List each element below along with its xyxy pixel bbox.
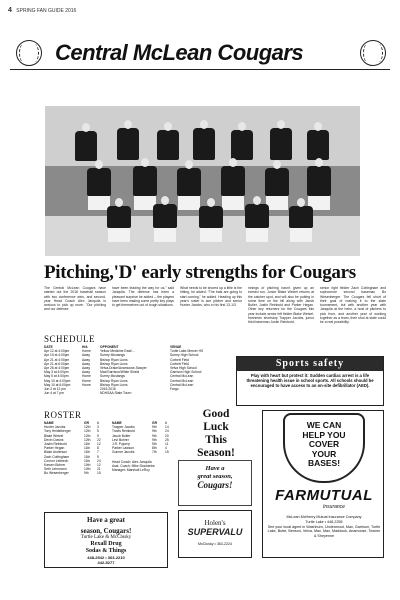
- player-figure: [193, 128, 215, 160]
- great-season-line: great season,: [197, 473, 233, 480]
- table-cell: Justin Reinbold: [44, 442, 67, 447]
- table-cell: 15: [97, 471, 101, 476]
- team-manager: Manager: Marshall LeRoy: [112, 468, 150, 473]
- shield-line: BASES!: [307, 458, 341, 468]
- table-cell: 21: [97, 467, 101, 472]
- table-cell: Blake Wetzel: [44, 433, 64, 438]
- page-number: 4: [8, 7, 12, 14]
- table-cell: 8th: [152, 446, 157, 451]
- col-date-header: DATE: [44, 345, 53, 349]
- roster-title: ROSTER: [44, 410, 82, 420]
- safety-title: Sports safety: [237, 357, 383, 371]
- player-figure: [307, 130, 329, 160]
- table-cell: Connor Leibrech: [44, 458, 69, 463]
- table-cell: Turtle Lake-Mercer HS: [170, 349, 204, 354]
- rexall-line: 448-2542 • 363-2210: [87, 555, 125, 560]
- table-cell: Away: [82, 353, 91, 358]
- baseball-icon: [16, 40, 42, 66]
- table-cell: 7th: [152, 450, 157, 455]
- table-cell: Jun 2 at 12 pm: [44, 387, 66, 392]
- table-cell: Hunter Jacobs: [44, 425, 66, 430]
- shield-icon: [283, 413, 365, 483]
- table-cell: Fargo: [170, 387, 179, 392]
- table-cell: 4: [165, 446, 167, 451]
- player-figure: [87, 168, 111, 196]
- table-cell: 9th: [152, 425, 157, 430]
- table-cell: 12th: [84, 437, 91, 442]
- table-cell: May 10 at 4:00pm: [44, 378, 71, 383]
- article-column: have been leading the way for us," said Janquila. The defense has been a pleasant surprise he added -- the players have been making some pretty key plays to get themselves out of tough situations.: [112, 286, 174, 308]
- col-number-header: #: [97, 421, 99, 425]
- table-cell: Velva High School: [170, 366, 197, 371]
- table-cell: [170, 391, 230, 395]
- rexall-line: Have a great: [87, 516, 125, 524]
- article-column: innings of pitching hasn't given up an earned run. Junior Blake Wetzel returns at the catcher spot, and will also be putting in some time on the hill along with Jacob Butler, Justin Reinbold and Parker Hegan. Other key returners for the Cougars this year include senior left fielder Blake Wetzel, freshmen shortstop Trapper Jacobs, junior third baseman Justin Reinbold,: [248, 286, 314, 325]
- table-cell: 5: [97, 454, 99, 459]
- col-ha-header: H/A: [82, 345, 88, 349]
- table-cell: Surrey Mustangs: [100, 353, 125, 358]
- table-cell: Jacob Butler: [112, 433, 131, 438]
- section-name: SPRING FAN GUIDE 2016: [16, 8, 77, 14]
- table-cell: Bishop Ryan Lions: [100, 382, 128, 387]
- player-figure: [270, 128, 292, 160]
- table-cell: Central McLean: [170, 374, 194, 379]
- table-cell: NDHSAA State Tourn.: [100, 391, 133, 396]
- table-cell: 5: [97, 429, 99, 434]
- table-cell: 9th: [152, 429, 157, 434]
- table-cell: Parker Hegan: [44, 446, 65, 451]
- table-cell: Apr 12 at 4:00pm: [44, 349, 70, 354]
- table-cell: Travis Reinbold: [112, 429, 135, 434]
- baseball-icon: [360, 40, 386, 66]
- safety-text: Play with heart but protect it: Sudden cardiac arrest is a life threatening health issue in school sports. All schools should be encouraged to have access to an on-site defibrillator (AED).: [246, 373, 374, 388]
- player-figure: [157, 130, 179, 160]
- table-cell: Surrey Mustangs: [100, 374, 125, 379]
- page-title: Central McLean Cougars: [55, 40, 304, 65]
- table-row: [44, 471, 108, 475]
- table-cell: 11th: [84, 450, 91, 455]
- table-cell: 9th: [152, 442, 157, 447]
- player-figure: [265, 168, 289, 196]
- table-cell: Tony Heidelberger: [44, 429, 71, 434]
- head-coach: Head Coach: Alex Janquila: [112, 460, 152, 464]
- shield-line: WE CAN: [306, 420, 342, 430]
- sports-safety-ad: [236, 356, 384, 406]
- table-row: [44, 391, 234, 395]
- player-figure: [245, 204, 269, 228]
- rexall-line: Rexall Drug: [90, 541, 122, 547]
- masthead: [10, 40, 390, 68]
- table-cell: 24: [165, 429, 169, 434]
- schedule-table: [44, 345, 234, 395]
- roster-table-left: [44, 421, 108, 476]
- player-figure: [289, 206, 313, 228]
- rexall-line: Sodas & Things: [85, 548, 127, 554]
- table-cell: 11th: [84, 442, 91, 447]
- col-name-header: NAME: [112, 421, 122, 425]
- rexall-line: 442-5277: [97, 560, 115, 565]
- roster-table-right: [112, 421, 176, 455]
- table-cell: 11th: [84, 458, 91, 463]
- table-cell: Home: [82, 378, 91, 383]
- table-cell: Parker Lawson: [112, 446, 134, 451]
- good-luck-line: Good: [202, 408, 230, 420]
- table-cell: Away: [82, 361, 91, 366]
- table-cell: 11th: [84, 454, 91, 459]
- shield-line: COVER: [308, 439, 340, 449]
- player-figure: [177, 168, 201, 196]
- table-cell: Central McLean: [170, 378, 194, 383]
- col-number-header: #: [165, 421, 167, 425]
- table-cell: May 5 at 4:00pm: [44, 374, 69, 379]
- table-cell: 25: [165, 437, 169, 442]
- player-figure: [153, 204, 177, 228]
- table-cell: 10th: [84, 467, 91, 472]
- player-figure: [75, 131, 97, 161]
- page-header: [8, 7, 76, 14]
- table-cell: 15: [165, 450, 169, 455]
- table-cell: 8: [97, 446, 99, 451]
- table-cell: Trapper Jacobs: [112, 425, 135, 430]
- good-luck-line: This: [205, 434, 227, 446]
- table-cell: 3: [97, 425, 99, 430]
- table-cell: Levi Bohrer: [112, 437, 129, 442]
- table-cell: Bishop Ryan Lions: [100, 361, 128, 366]
- table-cell: 12: [97, 463, 101, 468]
- table-cell: Velva-Drake/Anamoose-Sawyer: [100, 366, 147, 371]
- company-name: McLean McHenry Mutual Insurance Company: [286, 515, 362, 519]
- table-cell: Gunner Jacobs: [112, 450, 135, 455]
- table-cell: Home: [82, 382, 91, 387]
- table-cell: Seth Lehrmann: [44, 467, 67, 472]
- table-cell: Garrison High School: [170, 370, 202, 375]
- company-location: Turtle Lake • 448-2255: [305, 519, 343, 524]
- table-cell: 12th: [84, 429, 91, 434]
- col-venue-header: VENUE: [170, 345, 182, 349]
- table-cell: Apr 26 at 4:00pm: [44, 366, 70, 371]
- col-opponent-header: OPPONENT: [100, 345, 119, 349]
- table-cell: Corbett Field: [170, 361, 189, 366]
- table-cell: 12th: [84, 425, 91, 430]
- rexall-line: season, Cougars!: [80, 527, 132, 535]
- col-name-header: NAME: [44, 421, 54, 425]
- great-season-ad: [178, 460, 252, 506]
- player-figure: [107, 206, 131, 228]
- table-cell: 22: [97, 437, 101, 442]
- table-cell: Karsen Bohrer: [44, 463, 66, 468]
- table-cell: Home: [82, 374, 91, 379]
- table-cell: Bo Wesenberger: [44, 471, 69, 476]
- table-cell: [82, 391, 100, 395]
- table-cell: Apr 21 at 4:00pm: [44, 357, 70, 362]
- table-cell: Bishop Ryan Lions: [100, 357, 128, 362]
- holens-name: Holen's: [204, 519, 226, 527]
- table-row: [112, 450, 176, 454]
- col-grade-header: GR: [84, 421, 89, 425]
- table-cell: 9: [97, 433, 99, 438]
- table-cell: Corbett Field: [170, 357, 189, 362]
- table-cell: Away: [82, 370, 91, 375]
- farmutual-insurance: Insurance: [323, 504, 345, 510]
- great-season-line: Have a: [205, 465, 225, 472]
- good-luck-line: Luck: [203, 421, 229, 433]
- player-figure: [307, 166, 331, 196]
- player-figure: [133, 166, 157, 196]
- farmutual-logo: FARMUTUAL: [275, 487, 373, 504]
- table-cell: 24: [97, 458, 101, 463]
- table-cell: May 10 at 6:00pm: [44, 382, 71, 387]
- table-cell: J.R. Pojorny: [112, 442, 130, 447]
- shield-line: HELP YOU: [302, 429, 346, 440]
- holens-contact: McClusky • 363-2224: [197, 542, 233, 546]
- supervalu-logo: SUPERVALU: [187, 527, 243, 537]
- good-luck-line: Season!: [197, 447, 235, 459]
- assistant-coach: Asst. Coach: Mike Stockenke: [112, 464, 155, 469]
- masthead-rule: [10, 69, 390, 70]
- table-cell: Home: [82, 349, 91, 354]
- table-cell: 12th: [84, 433, 91, 438]
- table-cell: Apr 19 at 4:00pm: [44, 353, 70, 358]
- table-cell: 9th: [152, 433, 157, 438]
- table-cell: Bishop Ryan Lions: [100, 378, 128, 383]
- table-cell: May 3 at 4:00pm: [44, 370, 69, 375]
- table-cell: 10th: [84, 463, 91, 468]
- good-luck-banner: [180, 408, 252, 460]
- rexall-line: Turtle Lake & McClusky: [80, 535, 132, 540]
- table-cell: 12: [97, 442, 101, 447]
- article-column: What needs to be shored up a little is the hitting, he added. "The bats are going to start coming," he added. Heading up this year's roster is ace pitcher and senior Hunter Jacobs, who in his first 13-1/3: [180, 286, 242, 308]
- table-cell: 9th: [84, 471, 89, 476]
- table-cell: 20: [165, 433, 169, 438]
- rexall-drug-ad: [44, 512, 168, 568]
- table-cell: Away: [82, 357, 91, 362]
- farm-mutual-details: [267, 515, 381, 539]
- table-cell: 7: [97, 450, 99, 455]
- table-cell: 14: [165, 425, 169, 430]
- table-cell: Blake Anderson: [44, 450, 68, 455]
- table-cell: 11: [165, 442, 169, 447]
- player-figure: [231, 130, 253, 160]
- coaching-staff: [112, 460, 155, 473]
- table-cell: 9th: [152, 437, 157, 442]
- table-cell: Central McLean: [170, 382, 194, 387]
- table-cell: 11th: [84, 446, 91, 451]
- schedule-title: SCHEDULE: [44, 334, 95, 344]
- col-grade-header: GR: [152, 421, 157, 425]
- agent-locations: See your local agent in Washburn, Underwood, Max, Garrison, Turtle Lake, Butte, Benson, Velva, Max, Max, Maddock, Anamoose, Towner & Sheyenne: [267, 524, 381, 539]
- table-cell: Zach Cottingham: [44, 454, 70, 459]
- table-cell: Jun 4 at 7 pm: [44, 391, 64, 396]
- table-cell: Surrey High School: [170, 353, 199, 358]
- player-figure: [117, 128, 139, 160]
- farm-mutual-ad: [262, 410, 384, 558]
- table-cell: Yellow Medicine East/...: [100, 349, 135, 354]
- table-cell: 2015-2016: [100, 387, 116, 392]
- shield-line: YOUR: [311, 448, 337, 459]
- table-cell: Max/Garrison/White Shield: [100, 370, 140, 375]
- table-cell: Away: [82, 366, 91, 371]
- article-headline: Pitching,'D' early strengths for Cougars: [44, 262, 356, 283]
- player-figure: [221, 166, 245, 196]
- article-column: The Central McLean Cougars have started out the 2016 baseball season with two conference wins, and second-year Head Coach Alex Janquila is anxious to pick up more. "Our pitching and our defense: [44, 286, 106, 312]
- article-column: senior right fielder Zach Cottingham and sophomore second baseman Bo Wesenberger. The Cougars fell short of their goal of making it to the state tournament, but with another year with Janquila at the helm, a host of pitchers to pick from, and another year of working together as a team, their shot at state could be a real possibility.: [320, 286, 386, 325]
- team-photo: [45, 106, 360, 256]
- table-cell: Apr 21 at 6:00pm: [44, 361, 70, 366]
- player-figure: [199, 206, 223, 228]
- holens-supervalu-ad: [178, 510, 252, 558]
- great-season-line: Cougars!: [197, 480, 233, 490]
- table-cell: Devin Downs: [44, 437, 64, 442]
